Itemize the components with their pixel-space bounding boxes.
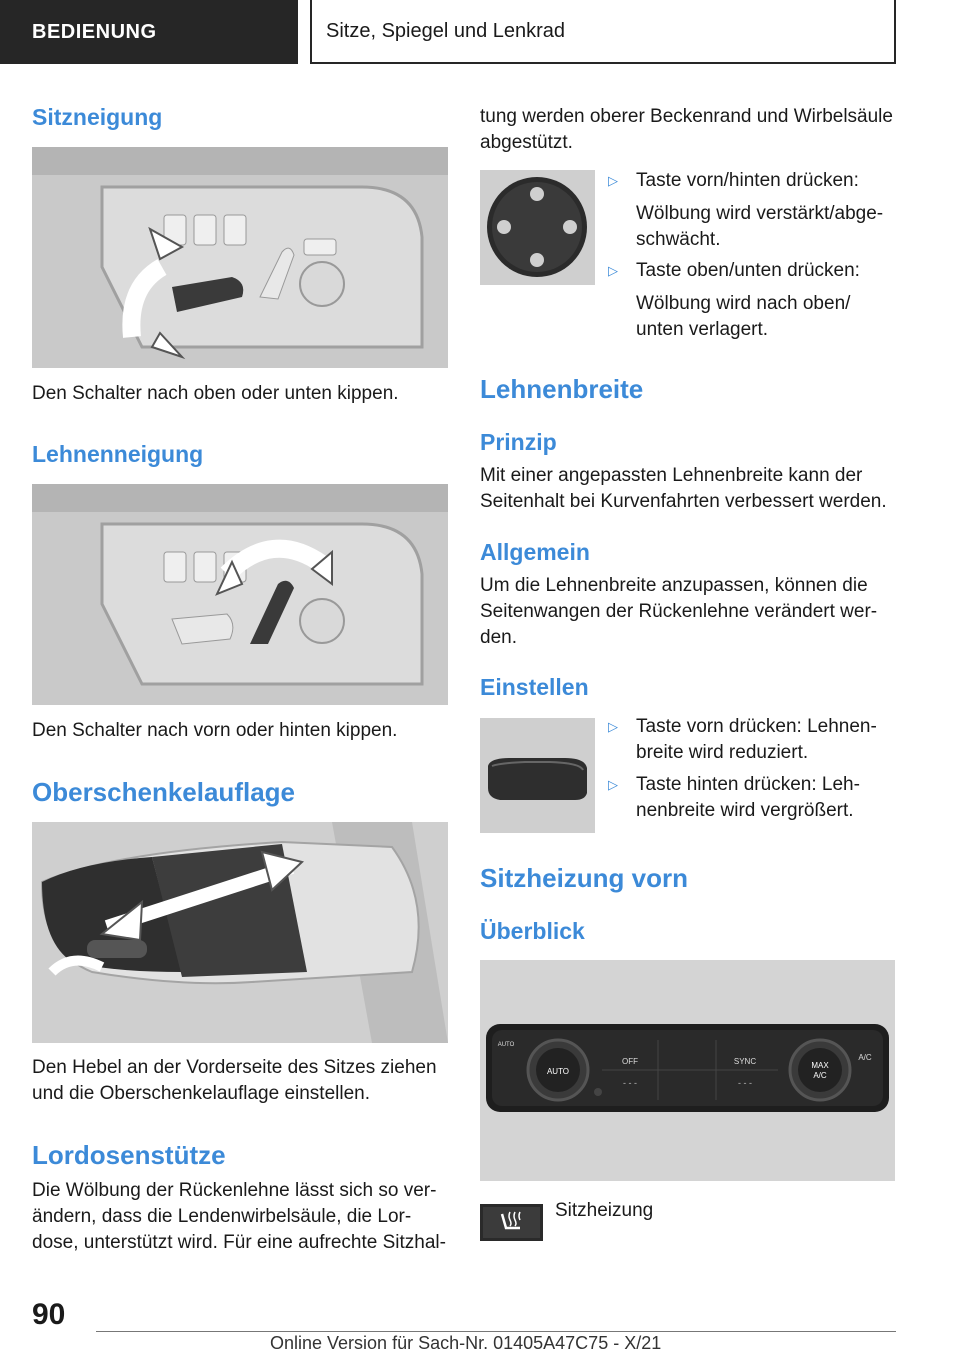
bullet-text: unten verlagert. [636,319,769,340]
lordose-text-1: Die Wölbung der Rückenlehne lässt sich so ver- [32,1180,437,1201]
lehnenbreite-button-image [480,718,595,833]
bullet-text: Wölbung wird nach oben/ [636,293,851,314]
panel-auto-small-label: AUTO [497,1042,515,1048]
figure-oberschenkelauflage [32,822,448,1043]
page-number: 90 [32,1298,66,1331]
caption-sitzneigung: Den Schalter nach oben oder unten kippen. [32,383,399,404]
heading-sitzneigung: Sitzneigung [32,104,163,130]
caption-lehnenneigung: Den Schalter nach vorn oder hinten kippen. [32,720,398,741]
seat-heating-caption: Sitzheizung [555,1200,654,1221]
panel-sync-label: SYNC [733,1057,757,1066]
allgemein-text-3: den. [480,627,517,648]
allgemein-text-2: Seitenwangen der Rückenlehne verändert wer- [480,601,878,622]
panel-ac-label: A/C [858,1053,872,1062]
heading-lordosenstuetze: Lordosenstütze [32,1140,226,1170]
svg-text:- - -: - - - [738,1078,752,1088]
lordose-text-2: ändern, dass die Lendenwirbelsäule, die Lor- [32,1206,412,1227]
bullet-triangle-icon: ▷ [608,173,618,188]
figure-lehnenneigung [32,484,448,705]
heading-lehnenbreite: Lehnenbreite [480,374,644,404]
panel-auto-label: AUTO [546,1067,570,1076]
prinzip-text-2: Seitenhalt bei Kurvenfahrten verbessert werden. [480,491,887,512]
heading-ueberblick: Überblick [480,918,585,944]
heading-einstellen: Einstellen [480,674,589,700]
climate-panel-figure [480,960,895,1181]
lordose-button-image [480,170,595,285]
heading-sitzheizung-vorn: Sitzheizung vorn [480,863,688,893]
heading-lehnenneigung: Lehnenneigung [32,441,204,467]
bullet-text: Taste oben/unten drücken: [636,260,860,281]
lordose-cont-1: tung werden oberer Beckenrand und Wirbelsäule [480,106,893,127]
bullet-text: Wölbung wird verstärkt/abge- [636,203,884,224]
bullet-text: Taste vorn/hinten drücken: [636,170,859,191]
panel-max-ac-label: A/C [813,1071,827,1080]
heading-prinzip: Prinzip [480,429,557,455]
chapter-tab [310,0,896,64]
svg-text:- - -: - - - [623,1078,637,1088]
lordose-text-3: dose, unterstützt wird. Für eine aufrechte Sitzhal- [32,1232,446,1253]
bullet-text: nenbreite wird vergrößert. [636,800,854,821]
bullet-text: breite wird reduziert. [636,742,809,763]
bullet-triangle-icon: ▷ [608,777,618,792]
chapter-label: Sitze, Spiegel und Lenkrad [326,19,566,42]
panel-off-label: OFF [622,1057,638,1066]
prinzip-text-1: Mit einer angepassten Lehnenbreite kann der [480,465,863,486]
footer-divider [96,1331,896,1332]
heading-allgemein: Allgemein [480,539,590,565]
lordose-cont-2: abgestützt. [480,132,573,153]
caption-oberschenkel-1: Den Hebel an der Vorderseite des Sitzes ziehen [32,1057,437,1078]
bullet-triangle-icon: ▷ [608,263,618,278]
panel-max-label: MAX [811,1061,829,1070]
bullet-text: Taste vorn drücken: Lehnen- [636,716,877,737]
allgemein-text-1: Um die Lehnenbreite anzupassen, können die [480,575,868,596]
footer-online-version: Online Version für Sach-Nr. 01405A47C75 - X/21 [270,1333,662,1353]
bullet-text: Taste hinten drücken: Leh- [636,774,860,795]
caption-oberschenkel-2: und die Oberschenkelauflage einstellen. [32,1083,371,1104]
section-tab [0,0,298,64]
bullet-text: schwächt. [636,229,721,250]
seat-heating-button-image [480,1204,543,1241]
bullet-triangle-icon: ▷ [608,719,618,734]
heading-oberschenkelauflage: Oberschenkelauflage [32,777,295,807]
figure-sitzneigung [32,147,448,368]
section-label: BEDIENUNG [32,20,157,43]
